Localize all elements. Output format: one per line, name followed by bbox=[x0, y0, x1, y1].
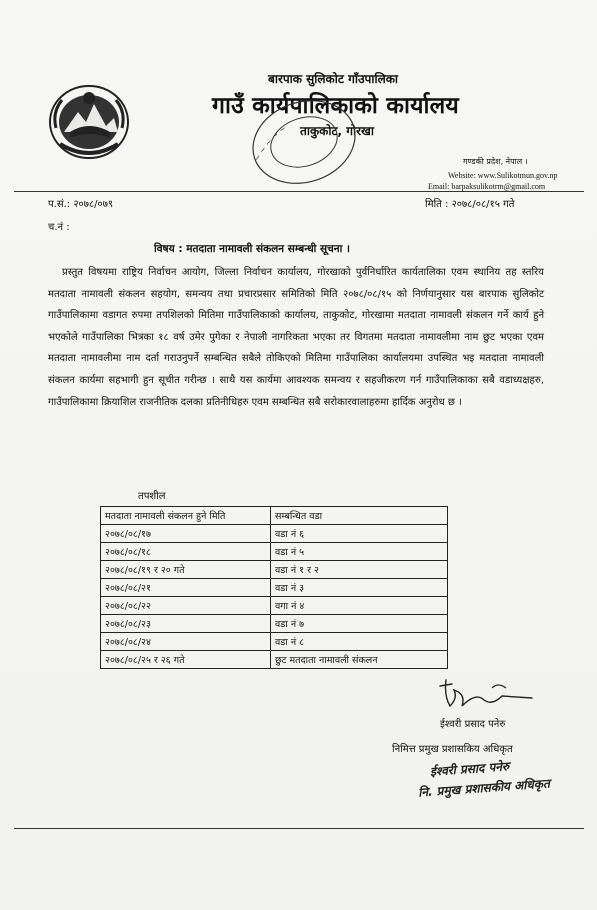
letter-date: मिति : २०७८/०८/१५ गते bbox=[425, 199, 515, 210]
table-row bbox=[101, 633, 448, 651]
cell-date: २०७८/०८/२४ bbox=[101, 633, 271, 651]
dispatch-number: च.नं : bbox=[48, 222, 70, 233]
table-row bbox=[101, 597, 448, 615]
website-line: Website: www.Sulikotmun.gov.np bbox=[448, 171, 558, 180]
stamp-title: नि. प्रमुख प्रशासकीय अधिकृत bbox=[417, 776, 551, 800]
cell-ward: वगा नं ४ bbox=[271, 597, 448, 615]
nepal-emblem-icon bbox=[48, 82, 130, 162]
region-line: गण्डकी प्रदेश, नेपाल । bbox=[463, 157, 528, 166]
table-row bbox=[101, 561, 448, 579]
header-divider bbox=[14, 191, 584, 192]
subject-line: विषय : मतदाता नामावली संकलन सम्बन्धी सूचना । bbox=[154, 243, 350, 255]
schedule-table bbox=[100, 506, 448, 669]
cell-date: २०७८/०८/२५ र २६ गते bbox=[101, 651, 271, 669]
cell-date: २०७८/०८/२१ bbox=[101, 579, 271, 597]
cell-ward: वडा नं ३ bbox=[271, 579, 448, 597]
column-header-date: मतदाता नामावली संकलन हुने मिति bbox=[101, 507, 271, 525]
email-line: Email: barpaksulikotrm@gmail.com bbox=[428, 182, 546, 191]
cell-date: २०७८/०८/१८ bbox=[101, 543, 271, 561]
table-row bbox=[101, 543, 448, 561]
signer-name: ईश्वरी प्रसाद पनेरु bbox=[440, 719, 506, 730]
svg-text:~ ~ ~ ~ ~: ~ ~ ~ ~ ~ bbox=[252, 123, 288, 163]
table-header-row bbox=[101, 507, 448, 525]
footer-divider bbox=[14, 828, 584, 829]
reference-number: प.सं.: २०७८/०७९ bbox=[48, 199, 114, 210]
stamp-name: ईश्वरी प्रसाद पनेरु bbox=[429, 759, 510, 779]
table-row bbox=[101, 525, 448, 543]
cell-ward: वडा नं ७ bbox=[271, 615, 448, 633]
notice-body: प्रस्तुत विषयमा राष्ट्रिय निर्वाचन आयोग, जिल्ला निर्वाचन कार्यालय, गोरखाको पुर्वनिर्धारित कार्यतालिका एवम स्थानिय तह स्तरिय मतदाता नामावली संकलन सहयोग, समन्वय तथा प्रचारप्रसार समितिको मिति २०७८/०८/१५ को निर्णयानुसार यस बारपाक सुलिकोट गाउँपालिकामा वडागत रुपमा तपशिलको मितिमा गाउँपालिकाको कार्यालय, ताकुकोट, गोरखामा मतदाता नामावली संकलन गर्ने कार्य हुने भएकोले गाउँपालिका भित्रका १८ वर्ष उमेर पुगेका र नेपाली नागरिकता भएका तर विगतमा मतदाता नामावलीमा नाम छुट भएका एवम मतदाता नामावलीमा नाम दर्ता गराउनुपर्ने सम्बन्धित सबैले तोकिएको मितिमा गाउँपालिका कार्यालयमा उपस्थित भइ मतदाता नामावली संकलन कार्यमा सहभागी हुन सूचीत गरीन्छ । साथै यस कार्यमा आवश्यक समन्वय र सहजीकरण गर्न गाउँपालिकाका सबै वडाध्यक्षहरु, गाउँपालिकामा क्रियाशिल राजनीतिक दलका प्रतिनीधिहरु एवम सम्बन्धित सबै सरोकारवालाहरुमा हार्दिक अनुरोध छ । bbox=[48, 267, 544, 408]
cell-ward: वडा नं ६ bbox=[271, 525, 448, 543]
cell-date: २०७८/०८/१७ bbox=[101, 525, 271, 543]
cell-date: २०७८/०८/२२ bbox=[101, 597, 271, 615]
office-title: गाउँ कार्यपालिकाको कार्यालय bbox=[212, 93, 459, 119]
cell-date: २०७८/०८/२३ bbox=[101, 615, 271, 633]
cell-ward: वडा नं ८ bbox=[271, 633, 448, 651]
cell-date: २०७८/०८/१९ र २० गते bbox=[101, 561, 271, 579]
cell-ward: वडा नं १ र २ bbox=[271, 561, 448, 579]
handwritten-signature-icon bbox=[432, 676, 542, 716]
cell-ward: छुट मतदाता नामावली संकलन bbox=[271, 651, 448, 669]
office-address: ताकुकोट, गोरखा bbox=[300, 124, 374, 138]
signer-title: निमित्त प्रमुख प्रशासकिय अधिकृत bbox=[392, 744, 513, 755]
table-row bbox=[101, 615, 448, 633]
column-header-ward: सम्बन्धित वडा bbox=[271, 507, 448, 525]
table-caption: तपशील bbox=[138, 491, 166, 502]
office-name: बारपाक सुलिकोट गाँउपालिका bbox=[268, 72, 399, 86]
cell-ward: वडा नं ५ bbox=[271, 543, 448, 561]
table-row bbox=[101, 651, 448, 669]
table-row bbox=[101, 579, 448, 597]
office-seal-icon bbox=[248, 92, 360, 184]
